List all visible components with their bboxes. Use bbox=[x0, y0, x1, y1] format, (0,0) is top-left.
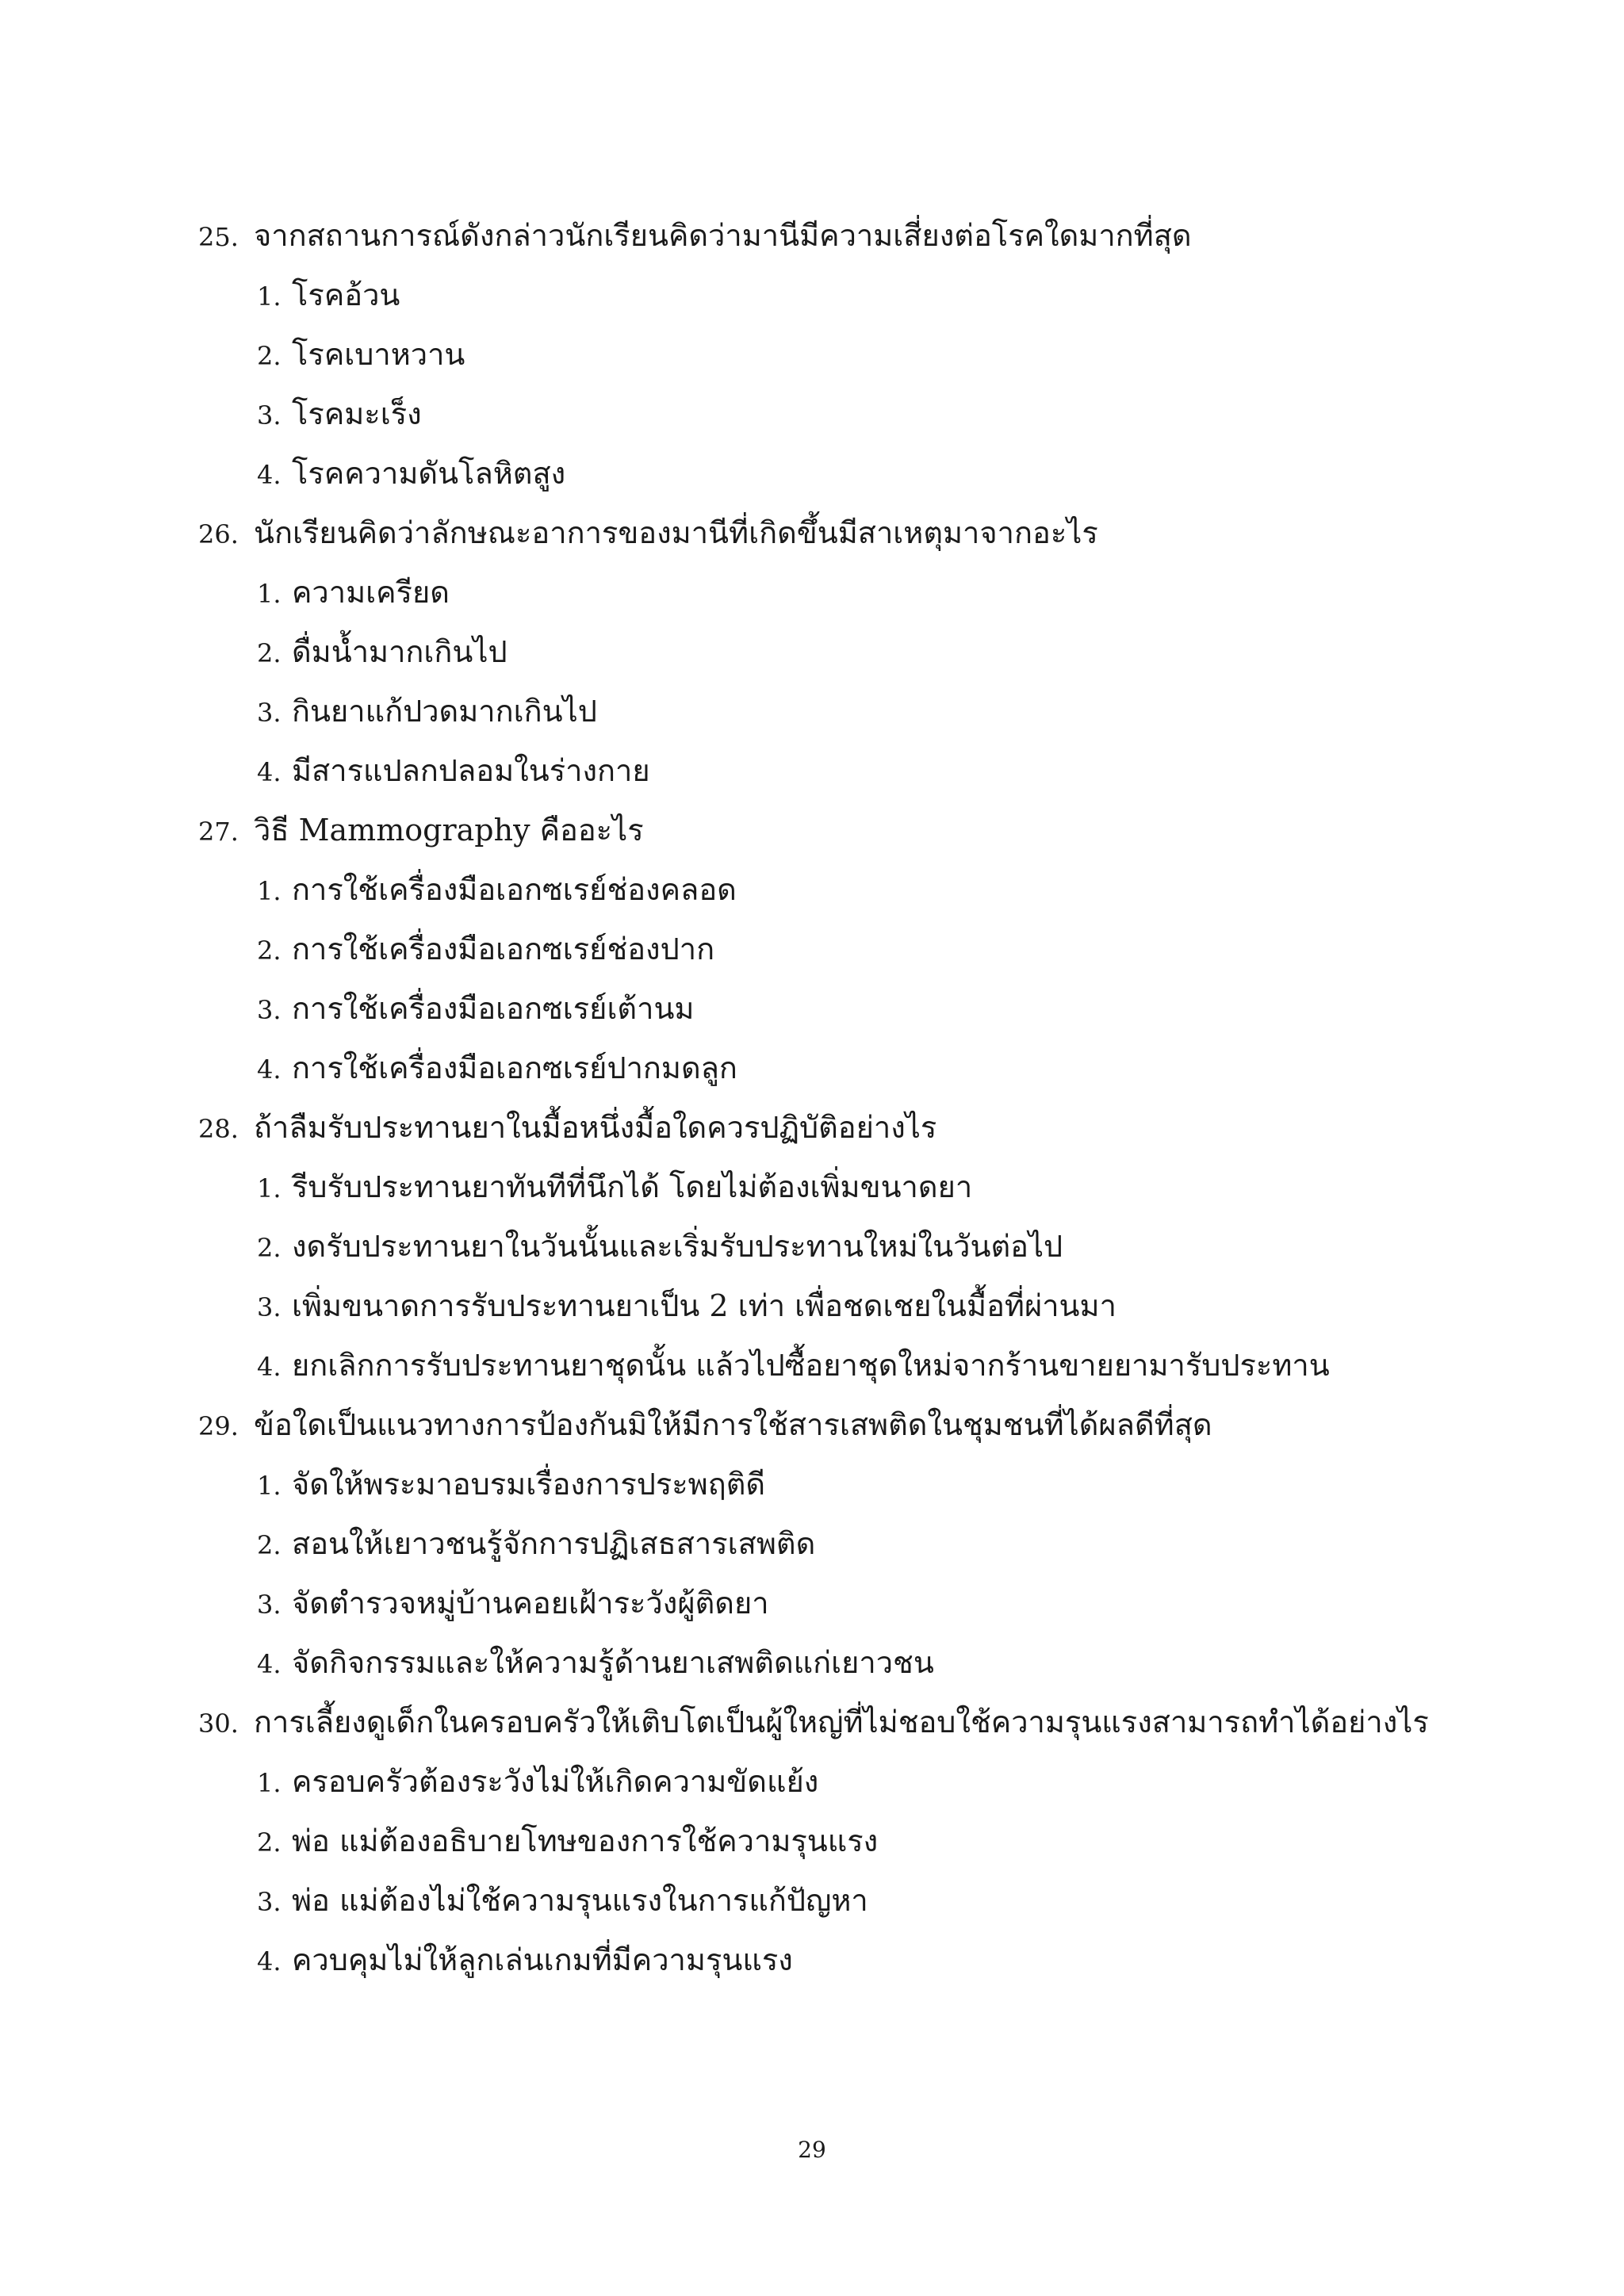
question-29 bbox=[198, 1395, 1546, 1455]
question-25 bbox=[198, 206, 1546, 266]
option-text: โรคมะเร็ง bbox=[292, 396, 422, 431]
question-27 bbox=[198, 801, 1546, 860]
question-text: ถ้าลืมรับประทานยาในมื้อหนึ่งมื้อใดควรปฏิบัติอย่างไร bbox=[254, 1110, 937, 1145]
option-number: 2. bbox=[257, 1233, 282, 1263]
option-number: 1. bbox=[257, 579, 282, 609]
option-text: การใช้เครื่องมือเอกซเรย์ช่องคลอด bbox=[292, 872, 737, 907]
page-number: 29 bbox=[798, 2137, 826, 2163]
option-text: เพิ่มขนาดการรับประทานยาเป็น 2 เท่า เพื่อชดเชยในมื้อที่ผ่านมา bbox=[292, 1288, 1116, 1323]
option-number: 2. bbox=[257, 1530, 282, 1560]
option-25-2 bbox=[198, 325, 1546, 385]
option-text: ดื่มน้ำมากเกินไป bbox=[292, 634, 508, 669]
option-text: พ่อ แม่ต้องอธิบายโทษของการใช้ความรุนแรง bbox=[292, 1823, 879, 1858]
option-number: 3. bbox=[257, 1292, 282, 1322]
option-number: 3. bbox=[257, 1590, 282, 1620]
option-text: การใช้เครื่องมือเอกซเรย์เต้านม bbox=[292, 991, 695, 1026]
option-27-1 bbox=[198, 860, 1546, 920]
option-30-4 bbox=[198, 1931, 1546, 1990]
option-number: 3. bbox=[257, 698, 282, 728]
question-number: 25. bbox=[198, 222, 239, 252]
option-25-4 bbox=[198, 444, 1546, 503]
option-26-2 bbox=[198, 622, 1546, 682]
option-29-1 bbox=[198, 1455, 1546, 1514]
option-text: ครอบครัวต้องระวังไม่ให้เกิดความขัดแย้ง bbox=[292, 1764, 819, 1799]
question-number: 29. bbox=[198, 1411, 239, 1441]
option-27-2 bbox=[198, 920, 1546, 979]
option-number: 1. bbox=[257, 876, 282, 906]
option-number: 3. bbox=[257, 400, 282, 430]
option-number: 1. bbox=[257, 1768, 282, 1798]
question-text: การเลี้ยงดูเด็กในครอบครัวให้เติบโตเป็นผู้ใหญ่ที่ไม่ชอบใช้ความรุนแรงสามารถทำได้อย่างไร bbox=[254, 1705, 1429, 1739]
option-number: 2. bbox=[257, 1827, 282, 1858]
option-text: การใช้เครื่องมือเอกซเรย์ปากมดลูก bbox=[292, 1050, 737, 1085]
option-text: ควบคุมไม่ให้ลูกเล่นเกมที่มีความรุนแรง bbox=[292, 1942, 793, 1977]
option-text: จัดให้พระมาอบรมเรื่องการประพฤติดี bbox=[292, 1467, 766, 1502]
question-text: วิธี Mammography คืออะไร bbox=[254, 813, 644, 848]
option-number: 1. bbox=[257, 1173, 282, 1203]
option-number: 4. bbox=[257, 1352, 282, 1382]
question-text: จากสถานการณ์ดังกล่าวนักเรียนคิดว่ามานีมีความเสี่ยงต่อโรคใดมากที่สุด bbox=[254, 218, 1192, 253]
question-number: 26. bbox=[198, 519, 239, 549]
option-number: 4. bbox=[257, 1054, 282, 1085]
question-number: 30. bbox=[198, 1709, 239, 1739]
option-28-1 bbox=[198, 1158, 1546, 1217]
option-number: 4. bbox=[257, 1946, 282, 1976]
option-26-4 bbox=[198, 741, 1546, 801]
question-number: 27. bbox=[198, 817, 239, 847]
option-text: รีบรับประทานยาทันทีที่นึกได้ โดยไม่ต้องเพิ่มขนาดยา bbox=[292, 1169, 973, 1204]
option-number: 3. bbox=[257, 995, 282, 1025]
option-29-3 bbox=[198, 1574, 1546, 1633]
option-30-2 bbox=[198, 1812, 1546, 1871]
option-number: 4. bbox=[257, 460, 282, 490]
option-29-4 bbox=[198, 1633, 1546, 1693]
option-26-1 bbox=[198, 563, 1546, 622]
option-text: พ่อ แม่ต้องไม่ใช้ความรุนแรงในการแก้ปัญหา bbox=[292, 1883, 868, 1918]
option-number: 2. bbox=[257, 341, 282, 371]
option-25-3 bbox=[198, 385, 1546, 444]
question-26 bbox=[198, 503, 1546, 563]
option-text: โรคความดันโลหิตสูง bbox=[292, 456, 566, 491]
option-number: 4. bbox=[257, 1649, 282, 1679]
option-number: 2. bbox=[257, 638, 282, 668]
option-text: การใช้เครื่องมือเอกซเรย์ช่องปาก bbox=[292, 932, 715, 966]
option-27-4 bbox=[198, 1039, 1546, 1098]
question-text: ข้อใดเป็นแนวทางการป้องกันมิให้มีการใช้สารเสพติดในชุมชนที่ได้ผลดีที่สุด bbox=[254, 1407, 1212, 1442]
option-number: 3. bbox=[257, 1887, 282, 1917]
option-28-3 bbox=[198, 1276, 1546, 1336]
option-text: โรคเบาหวาน bbox=[292, 337, 465, 372]
question-30 bbox=[198, 1693, 1546, 1752]
question-28 bbox=[198, 1098, 1546, 1158]
option-text: โรคอ้วน bbox=[292, 277, 400, 312]
option-30-3 bbox=[198, 1871, 1546, 1931]
option-text: สอนให้เยาวชนรู้จักการปฏิเสธสารเสพติด bbox=[292, 1526, 816, 1561]
option-28-2 bbox=[198, 1217, 1546, 1276]
question-text: นักเรียนคิดว่าลักษณะอาการของมานีที่เกิดขึ้นมีสาเหตุมาจากอะไร bbox=[254, 515, 1098, 550]
option-text: ความเครียด bbox=[292, 575, 450, 610]
option-number: 2. bbox=[257, 936, 282, 966]
option-number: 1. bbox=[257, 281, 282, 312]
option-27-3 bbox=[198, 979, 1546, 1039]
option-text: มีสารแปลกปลอมในร่างกาย bbox=[292, 753, 650, 788]
option-text: กินยาแก้ปวดมากเกินไป bbox=[292, 694, 597, 729]
question-list bbox=[198, 206, 1546, 1990]
option-text: ยกเลิกการรับประทานยาชุดนั้น แล้วไปซื้อยาชุดใหม่จากร้านขายยามารับประทาน bbox=[292, 1348, 1330, 1383]
option-text: จัดตำรวจหมู่บ้านคอยเฝ้าระวังผู้ติดยา bbox=[292, 1586, 769, 1621]
option-number: 4. bbox=[257, 757, 282, 787]
option-text: จัดกิจกรรมและให้ความรู้ด้านยาเสพติดแก่เยาวชน bbox=[292, 1645, 934, 1680]
option-29-2 bbox=[198, 1514, 1546, 1574]
option-25-1 bbox=[198, 266, 1546, 325]
option-26-3 bbox=[198, 682, 1546, 741]
option-30-1 bbox=[198, 1752, 1546, 1812]
question-number: 28. bbox=[198, 1114, 239, 1144]
option-number: 1. bbox=[257, 1471, 282, 1501]
option-28-4 bbox=[198, 1336, 1546, 1395]
option-text: งดรับประทานยาในวันนั้นและเริ่มรับประทานใหม่ในวันต่อไป bbox=[292, 1229, 1063, 1264]
